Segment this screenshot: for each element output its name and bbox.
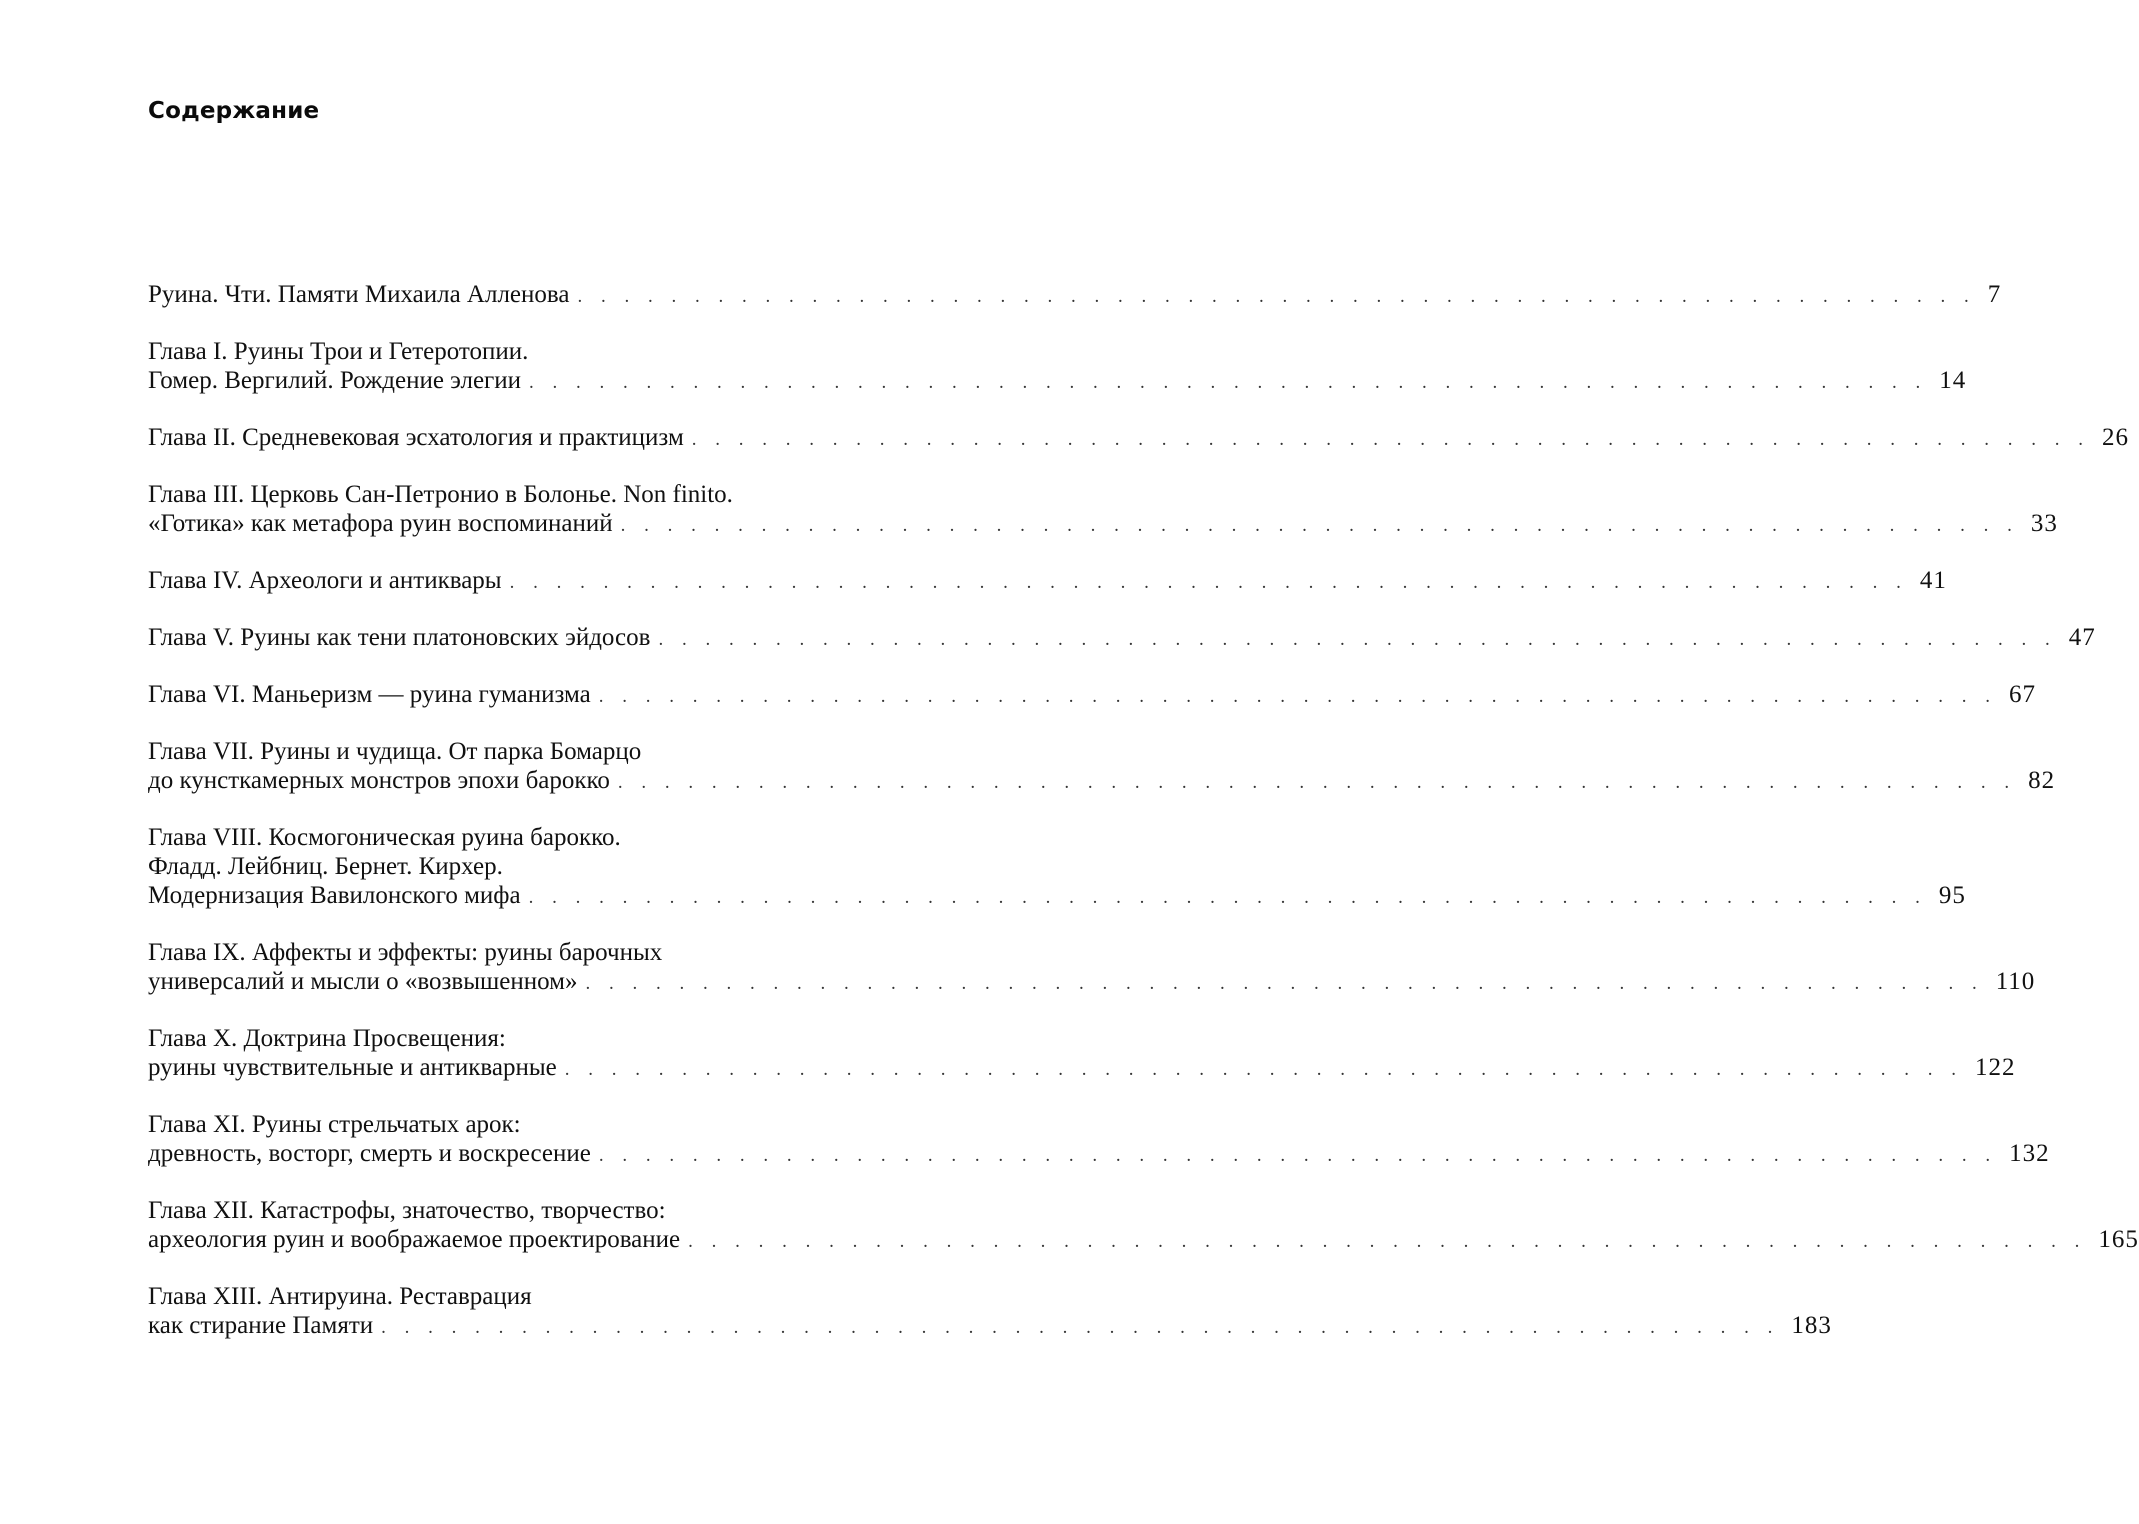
dot-leader: . . . . . . . . . . . . . . . . . . . . . . . . . . . . . . . . . . . . . . . . . . . . . . . . . . . . . . . . . . . .: [598, 686, 1997, 707]
toc-page-number: 14: [1939, 367, 1967, 394]
toc-entry-last-line: [148, 1311, 1832, 1342]
toc-entry-last-line: [148, 766, 2056, 797]
toc-page-number: 41: [1919, 567, 1947, 594]
toc-entry-line: «Готика» как метафора руин воспоминаний: [148, 510, 613, 537]
toc-entry: [148, 1196, 2139, 1256]
toc-entry-line: Гомер. Вергилий. Рождение элегии: [148, 367, 522, 394]
toc-entry-last-line: [148, 1139, 2050, 1170]
toc-entry-last-line: [148, 680, 2036, 711]
toc-page-number: 7: [1987, 281, 2002, 308]
toc-page-number: 165: [2098, 1226, 2139, 1253]
toc-page-number: 26: [2102, 424, 2130, 451]
toc-entry-last-line: [148, 1053, 2016, 1084]
toc-entry: [148, 423, 2130, 454]
toc-entry-last-line: [148, 280, 2002, 311]
dot-leader: . . . . . . . . . . . . . . . . . . . . . . . . . . . . . . . . . . . . . . . . . . . . . . . . . . . . . . . . . . . .: [564, 1059, 1963, 1080]
toc-entry: [148, 1110, 2050, 1170]
toc-entry-last-line: [148, 881, 1966, 912]
toc-entry-last-line: [148, 366, 1967, 397]
toc-entry: [148, 823, 1966, 912]
dot-leader: . . . . . . . . . . . . . . . . . . . . . . . . . . . . . . . . . . . . . . . . . . . . . . . . . . . . . . . . . . . .: [658, 629, 2057, 650]
toc-entry-line: как стирание Памяти: [148, 1312, 374, 1339]
toc-page-number: 95: [1938, 882, 1966, 909]
toc-entry-line: Глава V. Руины как тени платоновских эйдосов: [148, 624, 651, 651]
toc-entry: [148, 680, 2036, 711]
toc-page-number: 82: [2028, 767, 2056, 794]
toc-entry-line: Глава II. Средневековая эсхатология и практицизм: [148, 424, 684, 451]
toc-entry-line: Глава IV. Археологи и антиквары: [148, 567, 502, 594]
dot-leader: . . . . . . . . . . . . . . . . . . . . . . . . . . . . . . . . . . . . . . . . . . . . . . . . . . . . . . . . . . . .: [598, 1145, 1998, 1166]
toc-entry-last-line: [148, 1225, 2139, 1256]
toc-page-number: 67: [2009, 681, 2036, 708]
toc-entry: [148, 737, 2056, 797]
toc-entry-line: археология руин и воображаемое проектирование: [148, 1226, 681, 1253]
toc-entry-line: Руина. Чти. Памяти Михаила Алленова: [148, 281, 570, 308]
toc-entry-line: Глава XIII. Антируина. Реставрация: [148, 1283, 532, 1310]
dot-leader: . . . . . . . . . . . . . . . . . . . . . . . . . . . . . . . . . . . . . . . . . . . . . . . . . . . . . . . . . . . .: [577, 286, 1976, 307]
toc-entry-line: Глава XI. Руины стрельчатых арок:: [148, 1111, 521, 1138]
toc-entry: [148, 566, 1947, 597]
toc-entry-last-line: [148, 967, 2036, 998]
toc-entry-line: Глава VI. Маньеризм — руина гуманизма: [148, 681, 591, 708]
toc-entry-last-line: [148, 623, 2096, 654]
toc-page-number: 122: [1974, 1054, 2016, 1081]
toc-entry: [148, 623, 2096, 654]
toc-entry-line: универсалий и мысли о «возвышенном»: [148, 968, 578, 995]
toc-entry-line: Модернизация Вавилонского мифа: [148, 882, 521, 909]
toc-entry-line: Глава XII. Катастрофы, знаточество, творчество:: [148, 1197, 666, 1224]
toc-entry-line: Глава III. Церковь Сан-Петронио в Болонье. Non finito.: [148, 481, 733, 508]
toc-page-number: 183: [1791, 1312, 1832, 1339]
toc-page-number: 110: [1995, 968, 2036, 995]
dot-leader: . . . . . . . . . . . . . . . . . . . . . . . . . . . . . . . . . . . . . . . . . . . . . . . . . . . . . . . . . . . .: [509, 572, 1908, 593]
toc-entry: [148, 280, 2002, 311]
toc-entry-last-line: [148, 423, 2130, 454]
toc-entry-last-line: [148, 509, 2058, 540]
dot-leader: . . . . . . . . . . . . . . . . . . . . . . . . . . . . . . . . . . . . . . . . . . . . . . . . . . . . . . . . . . . .: [585, 973, 1984, 994]
toc-entry: [148, 1282, 1832, 1342]
toc-entry-line: Глава I. Руины Трои и Гетеротопии.: [148, 338, 529, 365]
toc-entry-line: древность, восторг, смерть и воскресение: [148, 1140, 591, 1167]
toc-page-number: 132: [2009, 1140, 2050, 1167]
toc-entry-line: руины чувствительные и антикварные: [148, 1054, 557, 1081]
toc-entry-line: Глава IX. Аффекты и эффекты: руины барочных: [148, 939, 663, 966]
toc-page-number: 47: [2068, 624, 2096, 651]
table-of-contents: [148, 280, 2139, 1368]
toc-entry: [148, 1024, 2016, 1084]
toc-entry: [148, 337, 1967, 397]
dot-leader: . . . . . . . . . . . . . . . . . . . . . . . . . . . . . . . . . . . . . . . . . . . . . . . . . . . . . . . . . . . .: [620, 515, 2019, 536]
toc-entry-last-line: [148, 566, 1947, 597]
dot-leader: . . . . . . . . . . . . . . . . . . . . . . . . . . . . . . . . . . . . . . . . . . . . . . . . . . . . . . . . . . . .: [691, 429, 2091, 450]
toc-entry-line: Глава VIII. Космогоническая руина барокко.: [148, 824, 621, 851]
dot-leader: . . . . . . . . . . . . . . . . . . . . . . . . . . . . . . . . . . . . . . . . . . . . . . . . . . . . . . . . . . . .: [529, 372, 1928, 393]
toc-entry-line: Фладд. Лейбниц. Бернет. Кирхер.: [148, 853, 503, 880]
toc-entry-line: Глава VII. Руины и чудища. От парка Бомарцо: [148, 738, 642, 765]
dot-leader: . . . . . . . . . . . . . . . . . . . . . . . . . . . . . . . . . . . . . . . . . . . . . . . . . . . . . . . . . . . .: [617, 772, 2017, 793]
toc-page-number: 33: [2030, 510, 2058, 537]
dot-leader: . . . . . . . . . . . . . . . . . . . . . . . . . . . . . . . . . . . . . . . . . . . . . . . . . . . . . . . . . . . .: [381, 1317, 1780, 1338]
toc-entry-line: до кунсткамерных монстров эпохи барокко: [148, 767, 610, 794]
dot-leader: . . . . . . . . . . . . . . . . . . . . . . . . . . . . . . . . . . . . . . . . . . . . . . . . . . . . . . . . . . . .: [688, 1231, 2087, 1252]
dot-leader: . . . . . . . . . . . . . . . . . . . . . . . . . . . . . . . . . . . . . . . . . . . . . . . . . . . . . . . . . . . .: [528, 887, 1927, 908]
toc-entry: [148, 480, 2058, 540]
toc-entry: [148, 938, 2036, 998]
page-title: Содержание: [148, 98, 320, 124]
toc-entry-line: Глава X. Доктрина Просвещения:: [148, 1025, 506, 1052]
